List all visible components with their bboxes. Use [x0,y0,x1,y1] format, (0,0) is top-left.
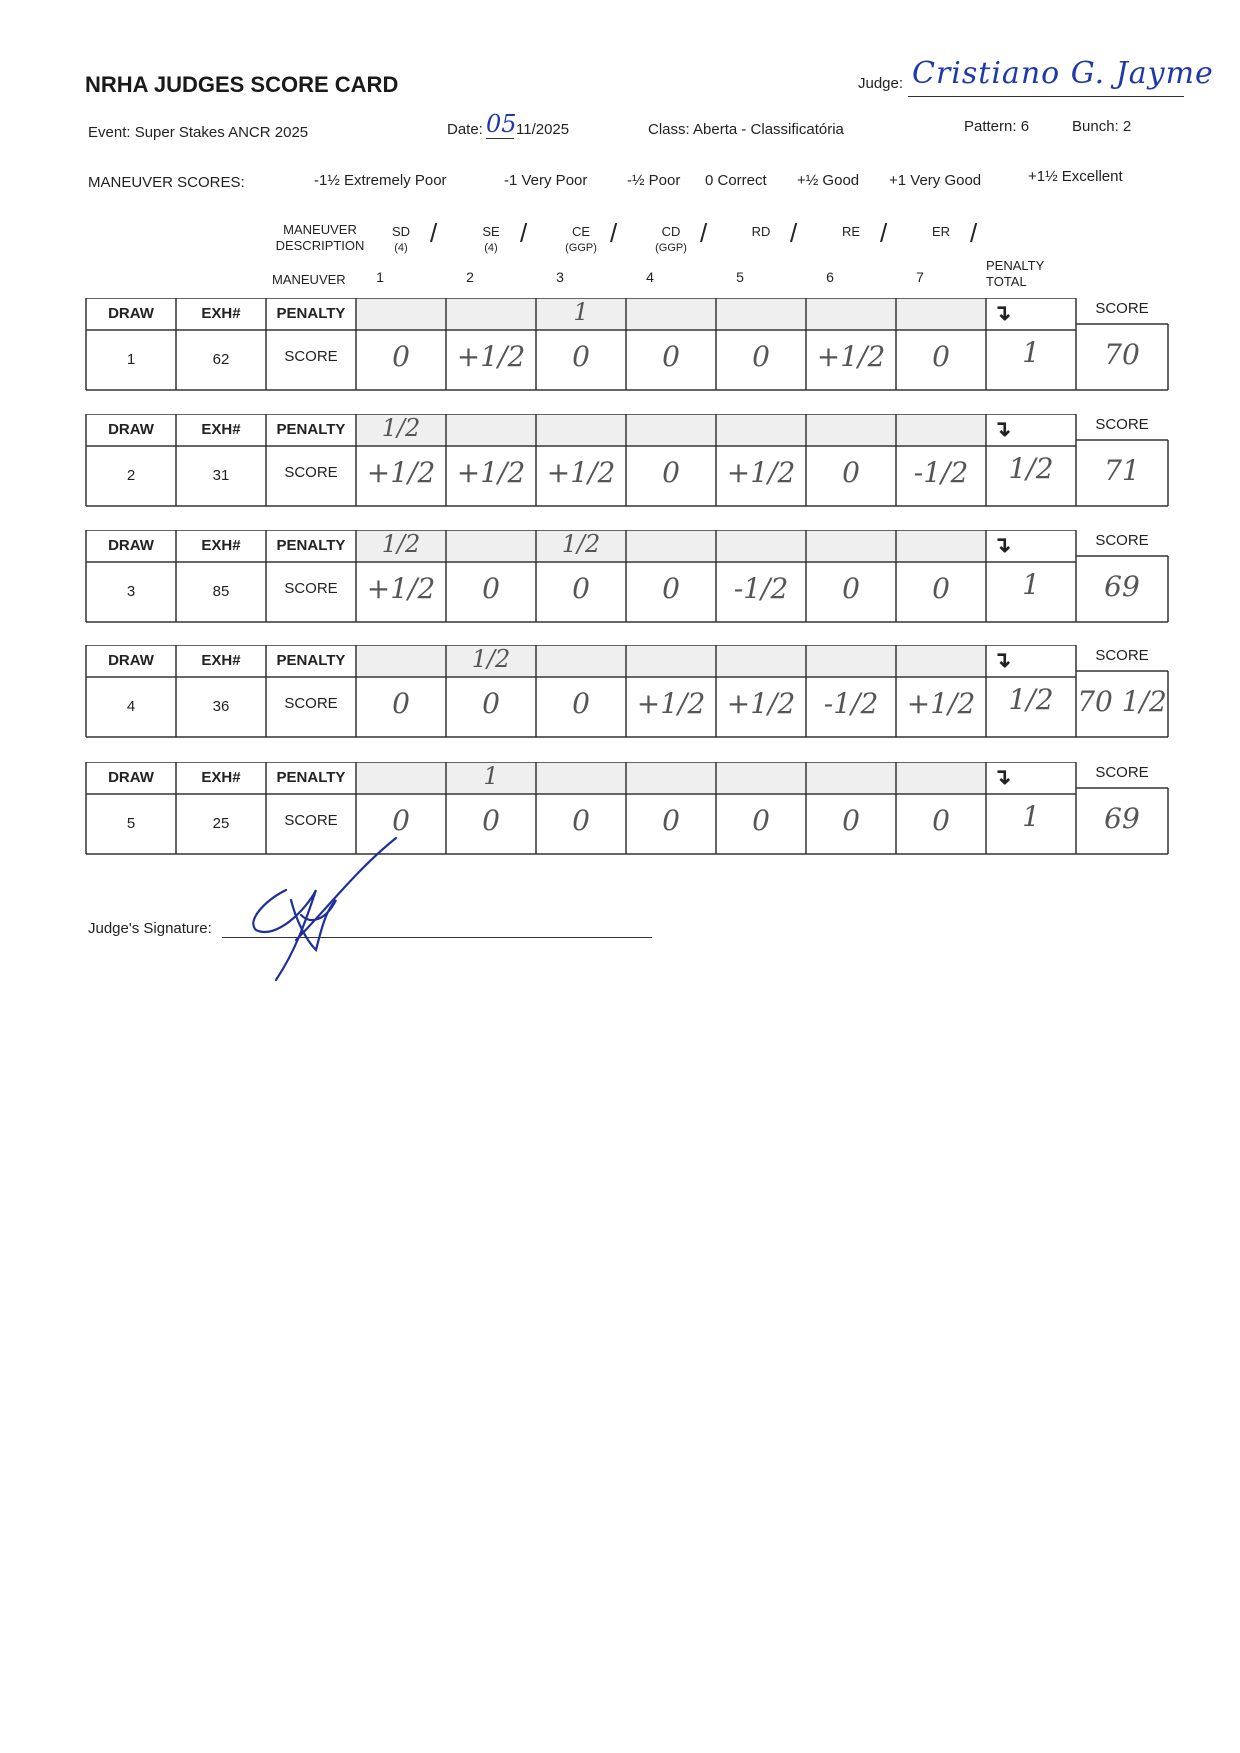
maneuver-sub-text: (4) [484,242,498,254]
column-divider-slash: / [700,218,708,248]
maneuver-number: 5 [736,269,744,285]
penalty-cell-bg [897,415,985,445]
maneuver-score: 0 [392,340,410,373]
maneuver-label-line2: DESCRIPTION [275,238,365,253]
maneuver-score: 0 [572,572,590,605]
draw-number: 3 [126,583,136,600]
column-divider-slash: / [880,218,888,248]
date-underline [486,138,514,139]
maneuver-score: +1/2 [636,687,706,720]
maneuver-code [646,224,696,256]
date-rest: 11/2025 [516,121,570,138]
pattern-number: Pattern: 6 [964,118,1030,135]
maneuver-score: 0 [662,340,680,373]
maneuver-score: +1/2 [366,572,436,605]
penalty-cell-bg [447,415,535,445]
maneuver-score: 0 [752,340,770,373]
maneuver-score: 0 [662,804,680,837]
maneuver-score: +1/2 [726,687,796,720]
maneuver-sub-text: (GGP) [565,242,597,254]
maneuver-score: 0 [842,456,860,489]
maneuver-code-text: ER [931,224,951,239]
draw-header: DRAW [108,537,154,554]
arrow-icon: ↴ [992,300,1012,325]
maneuver-number: 3 [556,269,564,285]
maneuver-score: 0 [932,804,950,837]
penalty-cell-bg [627,646,715,676]
penalty-header: PENALTY [276,305,346,322]
maneuver-score: 0 [932,572,950,605]
arrow-icon: ↴ [992,647,1012,672]
final-score: 69 [1104,570,1140,603]
maneuver-score: 0 [842,804,860,837]
event-name: Event: Super Stakes ANCR 2025 [88,124,309,141]
draw-number: 1 [126,351,136,368]
maneuver-score: +1/2 [366,456,436,489]
exh-number: 85 [212,583,230,600]
penalty-cell-bg [807,415,895,445]
penalty-cell-bg [537,415,625,445]
score-header: SCORE [1095,300,1149,317]
judge-label: Judge: [858,75,904,92]
penalty-header: PENALTY [276,537,346,554]
maneuver-score: +1/2 [456,456,526,489]
maneuver-score: -1/2 [823,687,879,720]
maneuver-penalty: 1/2 [381,414,421,442]
arrow-icon: ↴ [992,416,1012,441]
signature-label: Judge's Signature: [88,920,212,937]
maneuver-code-text: SD [391,224,411,239]
draw-number: 4 [126,698,136,715]
column-divider-slash: / [970,218,978,248]
maneuver-score: 0 [482,804,500,837]
maneuver-score: 0 [392,804,410,837]
maneuver-code-text: RD [751,224,771,239]
maneuver-code [466,224,516,256]
maneuver-code [826,224,876,240]
final-score: 70 [1104,338,1140,371]
maneuver-code-text: CE [571,224,591,239]
exh-number: 25 [212,815,230,832]
maneuver-number: 2 [466,269,474,285]
final-score: 70 1/2 [1077,685,1167,718]
maneuver-penalty: 1/2 [381,530,421,558]
penalty-total: 1/2 [1008,683,1054,716]
penalty-header: PENALTY [276,652,346,669]
maneuver-number: 4 [646,269,654,285]
maneuver-score: +1/2 [456,340,526,373]
maneuver-score: 0 [752,804,770,837]
maneuver-score: +1/2 [546,456,616,489]
penalty-cell-bg [537,763,625,793]
exh-number: 62 [212,351,230,368]
penalty-total: 1 [1022,568,1040,601]
penalty-cell-bg [897,299,985,329]
maneuver-score: 0 [482,687,500,720]
penalty-cell-bg [717,299,805,329]
score-row-label: SCORE [284,348,338,365]
penalty-cell-bg [357,646,445,676]
penalty-cell-bg [627,531,715,561]
maneuver-code [916,224,966,240]
scale-item: +1½ Excellent [1028,168,1123,185]
bunch-number: Bunch: 2 [1072,118,1132,135]
maneuver-score: +1/2 [816,340,886,373]
penalty-cell-bg [357,299,445,329]
column-divider-slash: / [520,218,528,248]
maneuver-score: 0 [572,804,590,837]
penalty-cell-bg [717,763,805,793]
penalty-cell-bg [897,763,985,793]
maneuver-score: 0 [842,572,860,605]
score-header: SCORE [1095,764,1149,781]
penalty-cell-bg [807,531,895,561]
score-row-label: SCORE [284,464,338,481]
maneuver-code [556,224,606,256]
exh-number: 36 [212,698,230,715]
date-day: 05 [486,110,517,138]
maneuver-number: 1 [376,269,384,285]
penalty-cell-bg [627,299,715,329]
penalty-cell-bg [807,299,895,329]
column-divider-slash: / [430,218,438,248]
exh-header: EXH# [201,421,241,438]
judge-underline [908,96,1184,97]
scale-item: -½ Poor [627,172,681,189]
maneuver-number-label: MANEUVER [272,272,346,287]
arrow-icon: ↴ [992,764,1012,789]
maneuver-score: 0 [572,687,590,720]
score-header: SCORE [1095,532,1149,549]
maneuver-score: 0 [662,456,680,489]
penalty-cell-bg [627,415,715,445]
penalty-total: 1/2 [1008,452,1054,485]
maneuver-code-text: SE [482,224,500,239]
penalty-cell-bg [447,531,535,561]
penalty-cell-bg [897,646,985,676]
penalty-cell-bg [807,646,895,676]
penalty-cell-bg [897,531,985,561]
maneuver-number: 6 [826,269,834,285]
score-header: SCORE [1095,416,1149,433]
penalty-header: PENALTY [276,769,346,786]
maneuver-code-text: CD [661,224,681,239]
maneuver-code-text: RE [841,224,861,239]
final-score: 71 [1104,454,1140,487]
exh-header: EXH# [201,769,241,786]
exh-number: 31 [212,467,230,484]
penalty-cell-bg [717,646,805,676]
maneuver-score: +1/2 [906,687,976,720]
score-row-label: SCORE [284,812,338,829]
penalty-total-line1: PENALTY [986,258,1045,273]
column-divider-slash: / [610,218,618,248]
maneuver-score: 0 [932,340,950,373]
maneuver-score: 0 [572,340,590,373]
judge-name: Cristiano G. Jayme [912,56,1214,91]
draw-number: 5 [126,815,136,832]
column-divider-slash: / [790,218,798,248]
scale-label: MANEUVER SCORES: [88,174,245,191]
maneuver-penalty: 1 [483,762,499,790]
exh-header: EXH# [201,652,241,669]
scale-item: -1 Very Poor [504,172,588,189]
class-name: Class: Aberta - Classificatória [648,121,844,138]
score-row-label: SCORE [284,580,338,597]
penalty-cell-bg [807,763,895,793]
maneuver-score: -1/2 [733,572,789,605]
draw-header: DRAW [108,421,154,438]
penalty-total: 1 [1022,336,1040,369]
penalty-header: PENALTY [276,421,346,438]
maneuver-sub-text: (4) [394,242,408,254]
judge-signature [236,830,406,990]
penalty-cell-bg [537,646,625,676]
draw-header: DRAW [108,769,154,786]
final-score: 69 [1104,802,1140,835]
scale-item: +1 Very Good [889,172,982,189]
maneuver-penalty: 1 [573,298,589,326]
penalty-cell-bg [447,299,535,329]
scale-item: -1½ Extremely Poor [314,172,447,189]
page-title: NRHA JUDGES SCORE CARD [85,72,399,97]
penalty-cell-bg [717,415,805,445]
draw-header: DRAW [108,305,154,322]
maneuver-code [736,224,786,240]
maneuver-sub-text: (GGP) [655,242,687,254]
maneuver-penalty: 1/2 [561,530,601,558]
maneuver-number: 7 [916,269,924,285]
penalty-total-line2: TOTAL [986,274,1027,289]
maneuver-score: +1/2 [726,456,796,489]
scale-item: +½ Good [797,172,860,189]
maneuver-penalty: 1/2 [471,645,511,673]
penalty-cell-bg [717,531,805,561]
score-header: SCORE [1095,647,1149,664]
exh-header: EXH# [201,305,241,322]
draw-number: 2 [126,467,136,484]
penalty-cell-bg [627,763,715,793]
maneuver-score: 0 [482,572,500,605]
maneuver-code [376,224,426,256]
penalty-total: 1 [1022,800,1040,833]
score-row-label: SCORE [284,695,338,712]
draw-header: DRAW [108,652,154,669]
scale-item: 0 Correct [705,172,767,189]
date-label: Date: [447,121,483,138]
arrow-icon: ↴ [992,532,1012,557]
maneuver-description-label [272,222,368,254]
exh-header: EXH# [201,537,241,554]
maneuver-score: 0 [392,687,410,720]
penalty-total-label [986,258,1044,290]
maneuver-score: -1/2 [913,456,969,489]
maneuver-label-line1: MANEUVER [283,222,357,237]
maneuver-score: 0 [662,572,680,605]
penalty-cell-bg [357,763,445,793]
